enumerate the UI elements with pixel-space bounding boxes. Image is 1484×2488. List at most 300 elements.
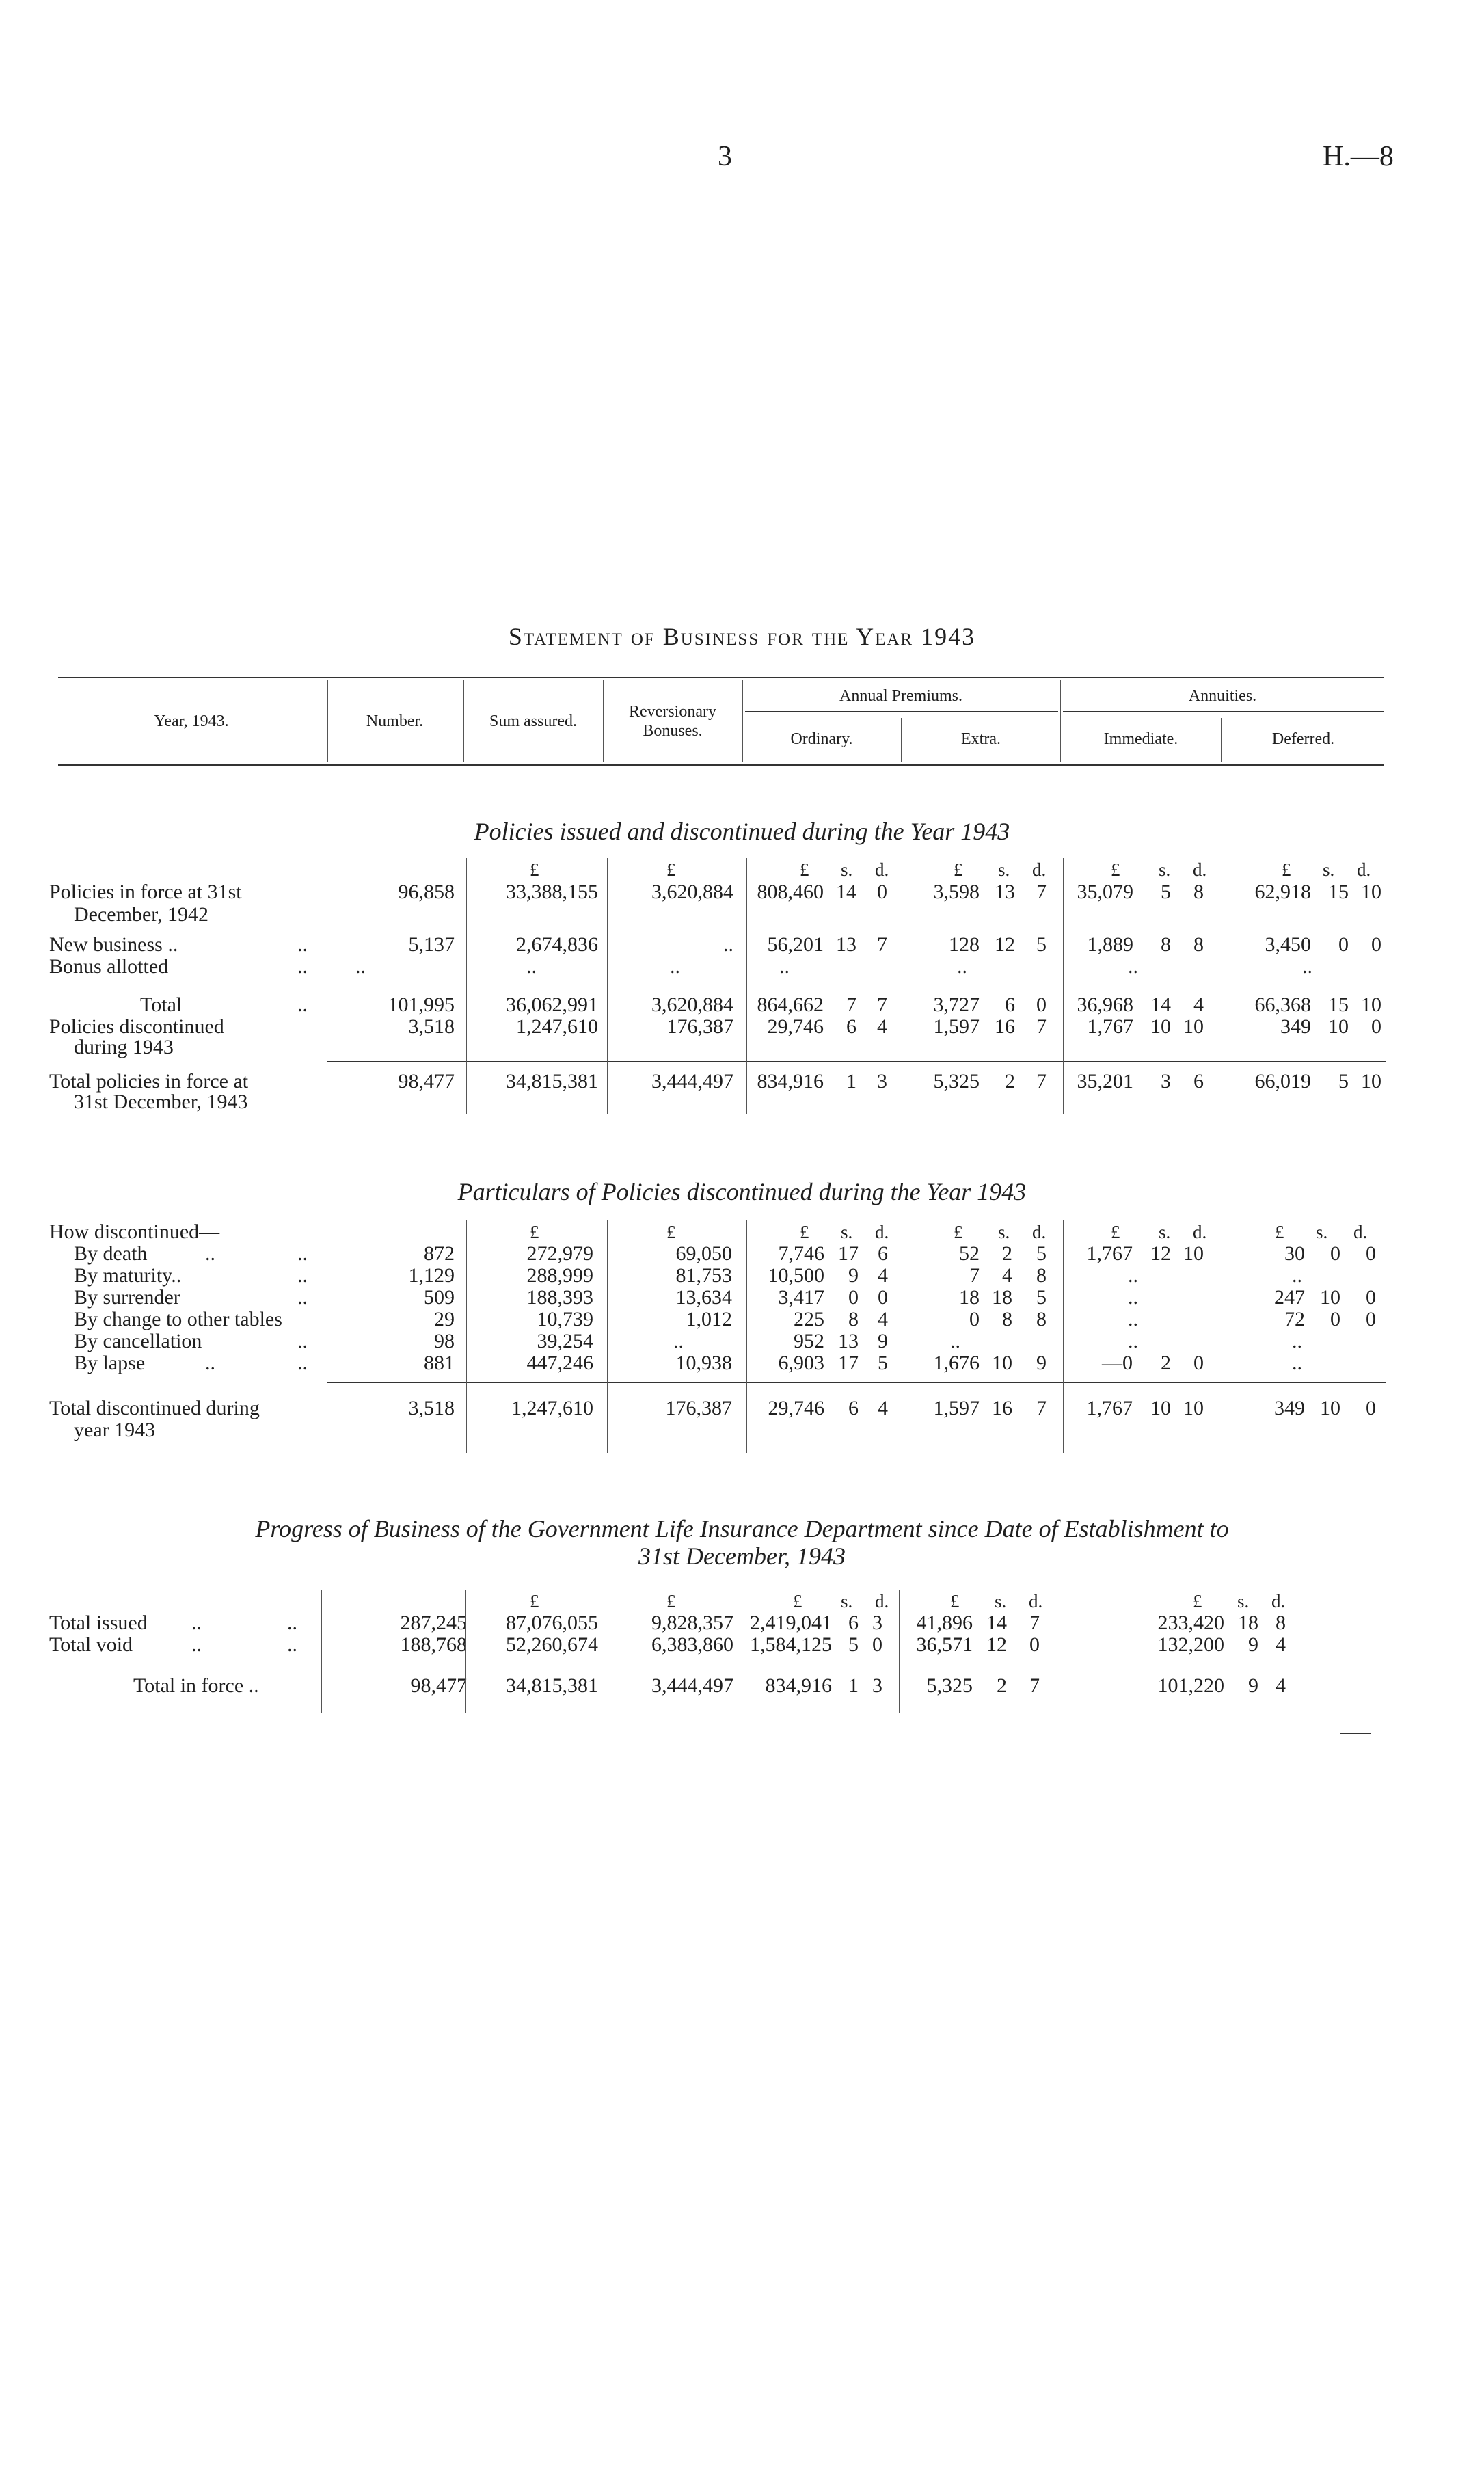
table-cell: 2 <box>1161 1352 1171 1374</box>
row-label-continued <box>0 901 1484 928</box>
row-sum-assured: 33,388,155 <box>506 881 598 903</box>
table-cell: 10,500 <box>768 1264 824 1287</box>
table-cell: 13 <box>838 1330 859 1352</box>
table-cell: 31st December, 1943 <box>74 1091 248 1113</box>
table-cell: £ <box>666 1222 676 1242</box>
table-cell: 4 <box>878 1308 888 1330</box>
page-reference: H.—8 <box>1323 141 1394 172</box>
table-cell: .. <box>526 955 537 978</box>
table-cell: 10 <box>1183 1242 1204 1265</box>
table-cell: 18 <box>1238 1611 1258 1634</box>
table-cell: 287,245 <box>400 1611 467 1634</box>
table-cell: 41,896 <box>916 1611 973 1634</box>
table-cell: 4 <box>878 1264 888 1287</box>
table-cell: 35,079 <box>1077 881 1133 903</box>
table-cell: 9 <box>878 1330 888 1352</box>
table-cell: Total void <box>49 1633 133 1656</box>
table-cell: 52 <box>959 1242 980 1265</box>
table-cell: .. <box>950 1330 960 1352</box>
table-cell: 36,571 <box>916 1633 973 1656</box>
table-cell: d. <box>1353 1222 1368 1242</box>
table-cell: Total in force .. <box>133 1674 259 1697</box>
table-cell: £ <box>530 859 539 880</box>
table-cell: 834,916 <box>765 1674 832 1697</box>
header-annuities: Annuities. <box>1188 687 1257 705</box>
table-cell: 5 <box>1036 1286 1047 1309</box>
table-cell: 3 <box>872 1674 882 1697</box>
table-cell: 9 <box>1248 1633 1258 1656</box>
table-cell: 509 <box>424 1286 455 1309</box>
table-cell: £ <box>954 1222 963 1242</box>
table-cell: 13,634 <box>675 1286 732 1309</box>
table-cell: .. <box>355 955 366 978</box>
table-cell: 14 <box>1150 993 1171 1016</box>
header-bottom-rule <box>58 764 1384 766</box>
table-cell: .. <box>205 1352 215 1374</box>
table-cell: Total <box>140 993 183 1016</box>
table-cell: 881 <box>424 1352 455 1374</box>
table-cell: .. <box>297 1352 308 1374</box>
table-cell: £ <box>800 1222 809 1242</box>
table-cell: 3 <box>877 1070 887 1093</box>
table-cell: 16 <box>995 1015 1015 1038</box>
table-cell: 0 <box>877 881 887 903</box>
table-cell: .. <box>723 933 733 956</box>
header-deferred: Deferred. <box>1271 730 1335 748</box>
table-cell: .. <box>297 993 308 1016</box>
table-cell: d. <box>1271 1591 1286 1611</box>
table-cell: .. <box>191 1633 202 1656</box>
table-cell: 18 <box>992 1286 1012 1309</box>
table-cell: .. <box>1292 1330 1302 1352</box>
table-cell: 872 <box>424 1242 455 1265</box>
table-cell: £ <box>1275 1222 1284 1242</box>
table-cell: 176,387 <box>666 1015 733 1038</box>
table-cell: 5 <box>1036 933 1047 956</box>
table-cell: 1,247,610 <box>516 1015 598 1038</box>
table-cell: £ <box>793 1591 802 1611</box>
table-cell: 1,584,125 <box>750 1633 832 1656</box>
table-cell: .. <box>205 1242 215 1265</box>
table-cell: 1,129 <box>408 1264 455 1287</box>
table-cell: 18 <box>959 1286 980 1309</box>
table-cell: 3,518 <box>408 1397 455 1419</box>
table-cell: 3,450 <box>1265 933 1311 956</box>
column-divider <box>466 1220 467 1453</box>
table-cell: 4 <box>1193 993 1204 1016</box>
table-cell: 101,220 <box>1157 1674 1224 1697</box>
table-cell: 1,767 <box>1086 1397 1133 1419</box>
table-cell: .. <box>957 955 967 978</box>
row-label-continued <box>0 1034 1484 1061</box>
table-cell: By maturity.. <box>74 1264 182 1287</box>
table-cell: s. <box>1323 859 1335 880</box>
table-cell: Total policies in force at <box>49 1070 249 1093</box>
table-cell: £ <box>1111 1222 1120 1242</box>
column-divider <box>746 1220 747 1453</box>
section-title-continued: 31st December, 1943 <box>638 1542 846 1570</box>
table-cell: 176,387 <box>665 1397 732 1419</box>
table-cell: £ <box>666 859 676 880</box>
table-cell: 10 <box>992 1352 1012 1374</box>
table-cell: 6 <box>1193 1070 1204 1093</box>
table-cell: 5,325 <box>933 1070 980 1093</box>
table-cell: —0 <box>1102 1352 1133 1374</box>
table-cell: 36,062,991 <box>506 993 598 1016</box>
table-cell: 9,828,357 <box>651 1611 733 1634</box>
table-row <box>0 1350 1484 1377</box>
table-cell: 69,050 <box>675 1242 732 1265</box>
table-cell: 1 <box>848 1674 859 1697</box>
table-cell: Bonus allotted <box>49 955 169 978</box>
table-cell: .. <box>1292 1352 1302 1374</box>
table-cell: d. <box>875 1591 889 1611</box>
table-cell: 0 <box>1371 933 1381 956</box>
table-cell: .. <box>670 955 680 978</box>
table-cell: 349 <box>1280 1015 1311 1038</box>
table-cell: 349 <box>1274 1397 1305 1419</box>
table-cell: 7 <box>846 993 856 1016</box>
table-cell: £ <box>530 1222 539 1242</box>
table-cell: .. <box>297 955 308 978</box>
table-cell: .. <box>1292 1264 1302 1287</box>
table-cell: 12 <box>986 1633 1007 1656</box>
table-cell: 29,746 <box>768 1397 824 1419</box>
table-cell: 56,201 <box>767 933 824 956</box>
table-cell: 2,674,836 <box>516 933 598 956</box>
table-cell: 14 <box>836 881 856 903</box>
subtotal-rule <box>327 1061 1386 1062</box>
table-cell: s. <box>1159 859 1171 880</box>
table-cell: 0 <box>1036 993 1047 1016</box>
table-cell: 7,746 <box>778 1242 824 1265</box>
table-cell: 4 <box>877 1015 887 1038</box>
table-cell: 98,477 <box>398 1070 455 1093</box>
table-cell: 0 <box>1366 1397 1376 1419</box>
table-cell: 10 <box>1150 1397 1171 1419</box>
table-cell: s. <box>841 1222 853 1242</box>
table-cell: 0 <box>1366 1308 1376 1330</box>
section-title: Particulars of Policies discontinued during the Year 1943 <box>457 1178 1027 1205</box>
table-cell: December, 1942 <box>74 903 209 926</box>
table-cell: s. <box>1316 1222 1328 1242</box>
table-cell: s. <box>995 1591 1007 1611</box>
table-cell: 1,676 <box>933 1352 980 1374</box>
column-divider <box>607 1220 608 1453</box>
table-cell: 10 <box>1320 1286 1340 1309</box>
table-cell: 10 <box>1150 1015 1171 1038</box>
table-cell: 2 <box>997 1674 1007 1697</box>
row-label-continued <box>0 1088 1484 1116</box>
table-cell: 5 <box>1036 1242 1047 1265</box>
table-cell: By change to other tables <box>74 1308 282 1330</box>
table-cell: Total issued <box>49 1611 148 1634</box>
row-label-continued <box>0 1417 1484 1444</box>
table-cell: 952 <box>794 1330 824 1352</box>
header-annual-premiums: Annual Premiums. <box>839 687 962 705</box>
table-cell: 1,767 <box>1087 1015 1133 1038</box>
table-cell: 3,598 <box>933 881 980 903</box>
table-cell: 272,979 <box>526 1242 593 1265</box>
table-cell: £ <box>800 859 809 880</box>
table-cell: 5,325 <box>926 1674 973 1697</box>
row-number: 96,858 <box>398 881 455 903</box>
table-cell: 0 <box>1371 1015 1381 1038</box>
table-cell: d. <box>1357 859 1371 880</box>
table-cell: .. <box>1128 1286 1138 1309</box>
table-cell: 34,815,381 <box>506 1674 598 1697</box>
table-cell: 0 <box>1193 1352 1204 1374</box>
table-cell: 8 <box>1193 933 1204 956</box>
table-cell: .. <box>297 1264 308 1287</box>
table-cell: How discontinued— <box>49 1220 220 1243</box>
table-cell: 4 <box>1002 1264 1012 1287</box>
table-cell: .. <box>287 1611 297 1634</box>
table-cell: 29,746 <box>767 1015 824 1038</box>
table-cell: 1,597 <box>933 1397 980 1419</box>
table-cell: 864,662 <box>757 993 824 1016</box>
table-cell: 14 <box>986 1611 1007 1634</box>
table-row <box>0 953 1484 980</box>
table-cell: 1,012 <box>686 1308 732 1330</box>
row-label: Policies in force at 31st <box>49 881 242 903</box>
table-cell: 0 <box>872 1633 882 1656</box>
table-cell: s. <box>841 1591 853 1611</box>
table-cell: New business .. <box>49 933 178 956</box>
table-cell: 1 <box>846 1070 856 1093</box>
table-cell: 2 <box>1005 1070 1015 1093</box>
table-cell: 8 <box>1193 881 1204 903</box>
row-bonuses: 3,620,884 <box>651 881 733 903</box>
table-cell: 87,076,055 <box>506 1611 598 1634</box>
table-cell: 35,201 <box>1077 1070 1133 1093</box>
table-cell: 15 <box>1328 993 1349 1016</box>
table-cell: 66,019 <box>1254 1070 1311 1093</box>
table-cell: 0 <box>1029 1633 1040 1656</box>
table-cell: 10 <box>1328 1015 1349 1038</box>
table-cell: 0 <box>1330 1308 1340 1330</box>
subtotal-rule <box>327 1382 1386 1383</box>
table-cell: 72 <box>1284 1308 1305 1330</box>
header-ordinary: Ordinary. <box>790 730 853 748</box>
table-cell: Policies discontinued <box>49 1015 224 1038</box>
table-cell: .. <box>297 1242 308 1265</box>
header-sum-assured: Sum assured. <box>489 712 577 730</box>
column-divider <box>607 858 608 1114</box>
table-cell: 62,918 <box>1254 881 1311 903</box>
table-cell: 3,444,497 <box>651 1674 733 1697</box>
table-cell: £ <box>954 859 963 880</box>
table-cell: 7 <box>1036 881 1047 903</box>
page-title: Statement of Business for the Year 1943 <box>508 623 976 650</box>
table-cell: By death <box>74 1242 148 1265</box>
table-cell: d. <box>875 1222 889 1242</box>
column-divider <box>1063 1220 1064 1453</box>
table-cell: 5 <box>878 1352 888 1374</box>
table-cell: By lapse <box>74 1352 146 1374</box>
table-cell: d. <box>1032 1222 1047 1242</box>
table-cell: 7 <box>969 1264 980 1287</box>
table-cell: 4 <box>878 1397 888 1419</box>
table-cell: 5 <box>1338 1070 1349 1093</box>
table-cell: 4 <box>1276 1633 1286 1656</box>
table-cell: s. <box>1159 1222 1171 1242</box>
table-cell: £ <box>1282 859 1291 880</box>
table-cell: 9 <box>1036 1352 1047 1374</box>
table-cell: 0 <box>1366 1242 1376 1265</box>
table-cell: 247 <box>1274 1286 1305 1309</box>
table-cell: By cancellation <box>74 1330 202 1352</box>
table-cell: Total discontinued during <box>49 1397 260 1419</box>
table-cell: 30 <box>1284 1242 1305 1265</box>
table-cell: 17 <box>838 1352 859 1374</box>
table-cell: 7 <box>877 933 887 956</box>
column-divider <box>1063 858 1064 1114</box>
table-cell: 9 <box>848 1264 859 1287</box>
table-cell: By surrender <box>74 1286 180 1309</box>
table-cell: 7 <box>1029 1611 1040 1634</box>
table-cell: 5,137 <box>408 933 455 956</box>
table-cell: 188,393 <box>526 1286 593 1309</box>
page-number: 3 <box>718 141 732 172</box>
annuities-rule <box>1063 711 1384 712</box>
table-cell: £ <box>666 1591 676 1611</box>
table-cell: 39,254 <box>537 1330 593 1352</box>
table-cell: 4 <box>1276 1674 1286 1697</box>
table-cell: 66,368 <box>1254 993 1311 1016</box>
table-cell: 6,903 <box>778 1352 824 1374</box>
table-cell: 0 <box>848 1286 859 1309</box>
header-bonuses: Bonuses. <box>643 722 703 740</box>
table-cell: d. <box>875 859 889 880</box>
table-cell: d. <box>1193 859 1207 880</box>
table-cell: 7 <box>877 993 887 1016</box>
header-extra: Extra. <box>961 730 1001 748</box>
table-cell: 34,815,381 <box>506 1070 598 1093</box>
table-cell: 0 <box>1338 933 1349 956</box>
table-cell: .. <box>191 1611 202 1634</box>
table-cell: 8 <box>1276 1611 1286 1634</box>
table-cell: 6 <box>878 1242 888 1265</box>
table-cell: 132,200 <box>1157 1633 1224 1656</box>
table-cell: 13 <box>995 881 1015 903</box>
column-divider <box>465 1590 466 1713</box>
column-divider <box>746 858 747 1114</box>
table-cell: £ <box>1111 859 1120 880</box>
table-cell: 6 <box>848 1397 859 1419</box>
column-divider <box>321 1590 322 1713</box>
header-top-rule <box>58 677 1384 678</box>
table-cell: £ <box>530 1591 539 1611</box>
table-cell: 5 <box>848 1633 859 1656</box>
table-cell: 288,999 <box>526 1264 593 1287</box>
table-cell: 9 <box>1248 1674 1258 1697</box>
header-immediate: Immediate. <box>1103 730 1178 748</box>
table-cell: 12 <box>995 933 1015 956</box>
table-cell: 2 <box>1002 1242 1012 1265</box>
table-cell: 98,477 <box>410 1674 467 1697</box>
table-cell: 834,916 <box>757 1070 824 1093</box>
table-cell: .. <box>1128 955 1138 978</box>
table-cell: 10 <box>1183 1397 1204 1419</box>
table-cell: 16 <box>992 1397 1012 1419</box>
table-cell: 5 <box>1161 881 1171 903</box>
table-cell: .. <box>1128 1330 1138 1352</box>
table-cell: 188,768 <box>400 1633 467 1656</box>
table-cell: 8 <box>1036 1308 1047 1330</box>
column-divider <box>466 858 467 1114</box>
table-cell: 13 <box>836 933 856 956</box>
table-cell: 10 <box>1320 1397 1340 1419</box>
table-cell: .. <box>287 1633 297 1656</box>
table-cell: 12 <box>1150 1242 1171 1265</box>
table-cell: 29 <box>434 1308 455 1330</box>
table-cell: 3,417 <box>778 1286 824 1309</box>
section-title: Policies issued and discontinued during the Year 1943 <box>474 818 1010 845</box>
table-cell: 10,739 <box>537 1308 593 1330</box>
table-cell: 8 <box>1161 933 1171 956</box>
table-cell: year 1943 <box>74 1419 156 1441</box>
table-cell: £ <box>1193 1591 1202 1611</box>
table-cell: .. <box>1128 1308 1138 1330</box>
table-cell: £ <box>950 1591 960 1611</box>
header-number: Number. <box>366 712 424 730</box>
table-cell: 1,767 <box>1086 1242 1133 1265</box>
table-cell: 233,420 <box>1157 1611 1224 1634</box>
table-cell: 10,938 <box>675 1352 732 1374</box>
table-cell: 10 <box>1361 993 1381 1016</box>
header-year: Year, 1943. <box>154 712 229 730</box>
table-cell: 6 <box>848 1611 859 1634</box>
table-cell: 3,518 <box>408 1015 455 1038</box>
table-cell: 8 <box>848 1308 859 1330</box>
table-cell: during 1943 <box>74 1036 174 1058</box>
table-cell: 10 <box>1361 1070 1381 1093</box>
table-cell: 1,889 <box>1087 933 1133 956</box>
table-cell: 3,620,884 <box>651 993 733 1016</box>
table-cell: 36,968 <box>1077 993 1133 1016</box>
table-cell: .. <box>1128 1264 1138 1287</box>
table-cell: 7 <box>1036 1015 1047 1038</box>
table-cell: d. <box>1029 1591 1043 1611</box>
table-cell: 8 <box>1002 1308 1012 1330</box>
table-cell: 0 <box>1366 1286 1376 1309</box>
table-cell: 101,995 <box>388 993 455 1016</box>
table-cell: d. <box>1032 859 1047 880</box>
table-cell: .. <box>1302 955 1312 978</box>
table-cell: 52,260,674 <box>506 1633 598 1656</box>
table-cell: 10 <box>1361 881 1381 903</box>
table-cell: .. <box>297 933 308 956</box>
table-cell: d. <box>1193 1222 1207 1242</box>
table-cell: 15 <box>1328 881 1349 903</box>
table-cell: .. <box>779 955 790 978</box>
table-cell: s. <box>1237 1591 1250 1611</box>
table-cell: 128 <box>949 933 980 956</box>
table-cell: 6,383,860 <box>651 1633 733 1656</box>
table-cell: 6 <box>1005 993 1015 1016</box>
section-title: Progress of Business of the Government Life Insurance Department since Date of Establishment to <box>255 1515 1229 1542</box>
table-cell: 0 <box>1330 1242 1340 1265</box>
table-cell: 447,246 <box>526 1352 593 1374</box>
table-cell: 0 <box>878 1286 888 1309</box>
table-cell: 6 <box>846 1015 856 1038</box>
table-cell: 1,597 <box>933 1015 980 1038</box>
table-cell: 7 <box>1036 1070 1047 1093</box>
table-cell: .. <box>297 1330 308 1352</box>
table-cell: 8 <box>1036 1264 1047 1287</box>
table-cell: 3,444,497 <box>651 1070 733 1093</box>
